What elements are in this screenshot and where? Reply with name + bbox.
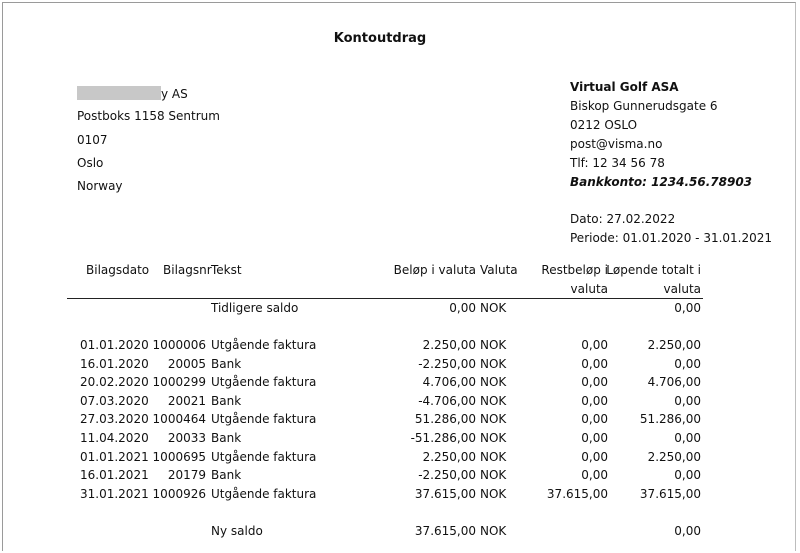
col-header-tekst: Tekst — [211, 263, 242, 277]
cell-lopende: 2.250,00 — [647, 338, 701, 352]
cell-tekst: Utgående faktura — [211, 487, 317, 501]
cell-bilagsnr: 1000695 — [152, 450, 206, 464]
cell-valuta: NOK — [480, 394, 507, 408]
recipient-country: Norway — [77, 179, 123, 193]
cell-tekst: Bank — [211, 394, 242, 408]
cell-valuta: NOK — [480, 468, 507, 482]
cell-restbelop: 0,00 — [581, 375, 608, 389]
cell-tekst: Bank — [211, 357, 242, 371]
cell-restbelop: 0,00 — [581, 357, 608, 371]
cell-bilagsdato: 07.03.2020 — [80, 394, 149, 408]
cell-bilagsdato: 16.01.2021 — [80, 468, 149, 482]
cell-bilagsnr: 20179 — [167, 468, 206, 482]
cell-belop: -2.250,00 — [418, 357, 476, 371]
cell-tekst: Utgående faktura — [211, 375, 317, 389]
cell-bilagsnr: 20021 — [167, 394, 206, 408]
recipient-address: Postboks 1158 Sentrum — [77, 109, 220, 123]
cell-bilagsdato: 31.01.2021 — [80, 487, 149, 501]
cell-lopende: 0,00 — [674, 357, 701, 371]
cell-tekst: Bank — [211, 468, 242, 482]
cell-belop: 4.706,00 — [422, 375, 476, 389]
cell-valuta: NOK — [480, 357, 507, 371]
col-header-restbelop-line2: valuta — [570, 282, 608, 296]
cell-bilagsnr: 20005 — [167, 357, 206, 371]
redacted-name-block — [77, 86, 161, 100]
cell-lopende: 0,00 — [674, 431, 701, 445]
statement-date: Dato: 27.02.2022 — [570, 212, 676, 226]
recipient-name-suffix: y AS — [161, 87, 188, 101]
col-header-valuta: Valuta — [480, 263, 518, 277]
closing-amount: 37.615,00 — [414, 524, 476, 538]
cell-tekst: Utgående faktura — [211, 450, 317, 464]
cell-valuta: NOK — [480, 338, 507, 352]
cell-bilagsdato: 11.04.2020 — [80, 431, 149, 445]
opening-running-total: 0,00 — [674, 301, 701, 315]
col-header-bilagsdato: Bilagsdato — [86, 263, 150, 277]
closing-label: Ny saldo — [211, 524, 263, 538]
cell-lopende: 4.706,00 — [647, 375, 701, 389]
cell-bilagsnr: 1000299 — [152, 375, 206, 389]
sender-bank-account: Bankkonto: 1234.56.78903 — [570, 175, 753, 189]
cell-tekst: Utgående faktura — [211, 338, 317, 352]
header-divider — [67, 298, 703, 299]
cell-bilagsdato: 27.03.2020 — [80, 412, 149, 426]
cell-valuta: NOK — [480, 487, 507, 501]
cell-belop: 37.615,00 — [414, 487, 476, 501]
cell-restbelop: 0,00 — [581, 431, 608, 445]
cell-bilagsdato: 01.01.2020 — [80, 338, 149, 352]
sender-postal: 0212 OSLO — [570, 118, 638, 132]
closing-running-total: 0,00 — [674, 524, 701, 538]
cell-bilagsnr: 1000006 — [152, 338, 206, 352]
col-header-belop: Beløp i valuta — [393, 263, 476, 277]
cell-bilagsdato: 16.01.2020 — [80, 357, 149, 371]
cell-valuta: NOK — [480, 375, 507, 389]
col-header-bilagsnr: Bilagsnr — [163, 263, 212, 277]
cell-bilagsnr: 1000464 — [152, 412, 206, 426]
recipient-name — [77, 86, 188, 101]
cell-lopende: 0,00 — [674, 394, 701, 408]
cell-belop: 2.250,00 — [422, 338, 476, 352]
cell-belop: -51.286,00 — [410, 431, 476, 445]
cell-belop: -2.250,00 — [418, 468, 476, 482]
sender-company: Virtual Golf ASA — [570, 80, 679, 94]
cell-lopende: 51.286,00 — [639, 412, 701, 426]
sender-email: post@visma.no — [570, 137, 663, 151]
cell-bilagsnr: 1000926 — [152, 487, 206, 501]
cell-valuta: NOK — [480, 431, 507, 445]
closing-currency: NOK — [480, 524, 507, 538]
cell-tekst: Utgående faktura — [211, 412, 317, 426]
cell-belop: 2.250,00 — [422, 450, 476, 464]
cell-restbelop: 0,00 — [581, 338, 608, 352]
statement-period: Periode: 01.01.2020 - 31.01.2021 — [570, 231, 773, 245]
recipient-postcode: 0107 — [77, 133, 108, 147]
opening-amount: 0,00 — [449, 301, 476, 315]
cell-restbelop: 0,00 — [581, 412, 608, 426]
cell-bilagsnr: 20033 — [167, 431, 206, 445]
cell-belop: 51.286,00 — [414, 412, 476, 426]
col-header-lopende-line2: valuta — [663, 282, 701, 296]
cell-tekst: Bank — [211, 431, 242, 445]
cell-belop: -4.706,00 — [418, 394, 476, 408]
recipient-city: Oslo — [77, 156, 104, 170]
opening-label: Tidligere saldo — [211, 301, 299, 315]
document-title: Kontoutdrag — [333, 31, 427, 46]
cell-bilagsdato: 20.02.2020 — [80, 375, 149, 389]
cell-valuta: NOK — [480, 412, 507, 426]
cell-restbelop: 37.615,00 — [546, 487, 608, 501]
cell-lopende: 2.250,00 — [647, 450, 701, 464]
col-header-restbelop-line1: Restbeløp i — [541, 263, 608, 277]
cell-lopende: 0,00 — [674, 468, 701, 482]
cell-restbelop: 0,00 — [581, 450, 608, 464]
cell-restbelop: 0,00 — [581, 468, 608, 482]
sender-street: Biskop Gunnerudsgate 6 — [570, 99, 718, 113]
cell-valuta: NOK — [480, 450, 507, 464]
opening-currency: NOK — [480, 301, 507, 315]
cell-bilagsdato: 01.01.2021 — [80, 450, 149, 464]
cell-lopende: 37.615,00 — [639, 487, 701, 501]
col-header-lopende-line1: Løpende totalt i — [606, 263, 701, 277]
cell-restbelop: 0,00 — [581, 394, 608, 408]
sender-phone: Tlf: 12 34 56 78 — [570, 156, 665, 170]
